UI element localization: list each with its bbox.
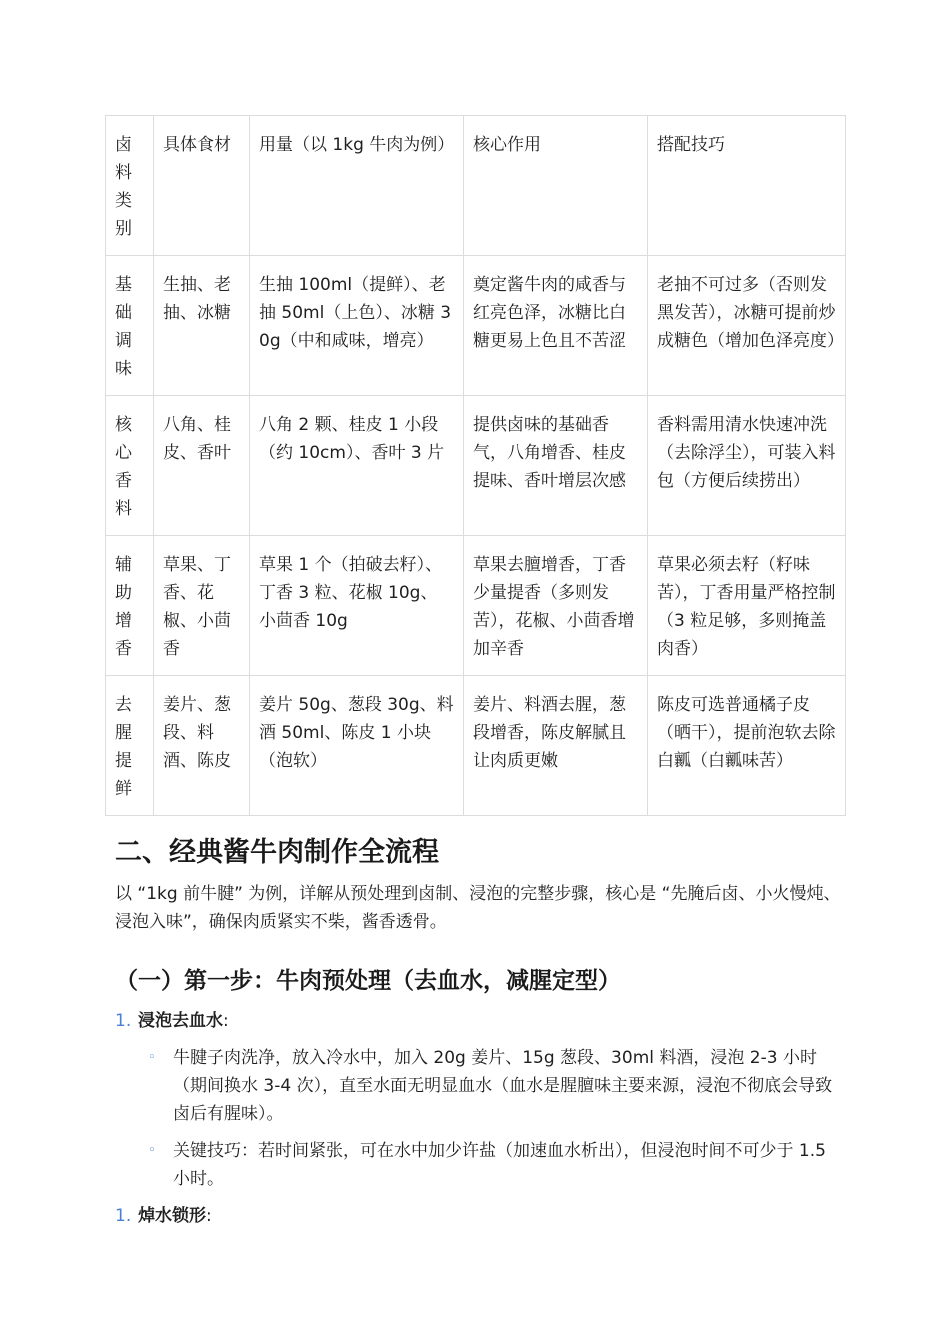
bullet-item	[148, 1044, 838, 1128]
list-item	[115, 1202, 212, 1230]
list-number: 1.	[115, 1206, 132, 1226]
header-cell: 用量（以 1kg 牛肉为例）	[250, 116, 464, 256]
table-cell: 提供卤味的基础香气，八角增香、桂皮提味、香叶增层次感	[464, 396, 648, 536]
table-cell: 草果去膻增香，丁香少量提香（多则发苦），花椒、小茴香增加辛香	[464, 536, 648, 676]
table-cell: 草果必须去籽（籽味苦），丁香用量严格控制（3 粒足够，多则掩盖肉香）	[648, 536, 846, 676]
list-item-title: 焯水锁形	[138, 1206, 206, 1226]
bullet-icon: ◦	[148, 1050, 156, 1065]
table-header-row	[106, 116, 846, 256]
table-cell: 姜片、葱段、料酒、陈皮	[154, 676, 250, 816]
table-cell: 姜片、料酒去腥，葱段增香，陈皮解腻且让肉质更嫩	[464, 676, 648, 816]
table-cell: 基础调味	[106, 256, 154, 396]
subsection-heading: （一）第一步：牛肉预处理（去血水，减腥定型）	[115, 968, 621, 994]
table-cell: 姜片 50g、葱段 30g、料酒 50ml、陈皮 1 小块（泡软）	[250, 676, 464, 816]
list-item-title: 浸泡去血水	[138, 1011, 223, 1031]
header-cell: 卤料类别	[106, 116, 154, 256]
section-heading: 二、经典酱牛肉制作全流程	[115, 837, 439, 868]
section-intro: 以 “1kg 前牛腱” 为例，详解从预处理到卤制、浸泡的完整步骤，核心是 “先腌后卤、小火慢炖、浸泡入味”，确保肉质紧实不柴，酱香透骨。	[115, 884, 841, 932]
table-cell: 陈皮可选普通橘子皮（晒干），提前泡软去除白瓤（白瓤味苦）	[648, 676, 846, 816]
table-row	[106, 256, 846, 396]
bullet-icon: ◦	[148, 1143, 156, 1158]
table-cell: 生抽 100ml（提鲜）、老抽 50ml（上色）、冰糖 30g（中和咸味，增亮）	[250, 256, 464, 396]
table-cell: 生抽、老抽、冰糖	[154, 256, 250, 396]
header-cell: 搭配技巧	[648, 116, 846, 256]
table-cell: 草果、丁香、花椒、小茴香	[154, 536, 250, 676]
table-row	[106, 676, 846, 816]
table-cell: 奠定酱牛肉的咸香与红亮色泽，冰糖比白糖更易上色且不苦涩	[464, 256, 648, 396]
header-cell: 核心作用	[464, 116, 648, 256]
list-item-colon: :	[206, 1206, 212, 1226]
table-cell: 八角 2 颗、桂皮 1 小段（约 10cm）、香叶 3 片	[250, 396, 464, 536]
spice-table	[105, 115, 846, 816]
table-cell: 草果 1 个（拍破去籽）、丁香 3 粒、花椒 10g、小茴香 10g	[250, 536, 464, 676]
list-number: 1.	[115, 1011, 132, 1031]
list-item-colon: :	[223, 1011, 229, 1031]
table-cell: 香料需用清水快速冲洗（去除浮尘），可装入料包（方便后续捞出）	[648, 396, 846, 536]
table-row	[106, 536, 846, 676]
table-row	[106, 396, 846, 536]
bullet-text: 关键技巧：若时间紧张，可在水中加少许盐（加速血水析出），但浸泡时间不可少于 1.5 小时。	[173, 1141, 826, 1189]
bullet-item	[148, 1137, 838, 1193]
header-cell: 具体食材	[154, 116, 250, 256]
table-cell: 老抽不可过多（否则发黑发苦），冰糖可提前炒成糖色（增加色泽亮度）	[648, 256, 846, 396]
table-cell: 八角、桂皮、香叶	[154, 396, 250, 536]
table-cell: 核心香料	[106, 396, 154, 536]
table-cell: 去腥提鲜	[106, 676, 154, 816]
table-cell: 辅助增香	[106, 536, 154, 676]
list-item	[115, 1007, 229, 1035]
bullet-text: 牛腱子肉洗净，放入冷水中，加入 20g 姜片、15g 葱段、30ml 料酒，浸泡 2-3 小时（期间换水 3-4 次），直至水面无明显血水（血水是腥膻味主要来源，浸泡不彻底会导致卤后有腥味）。	[173, 1048, 833, 1124]
